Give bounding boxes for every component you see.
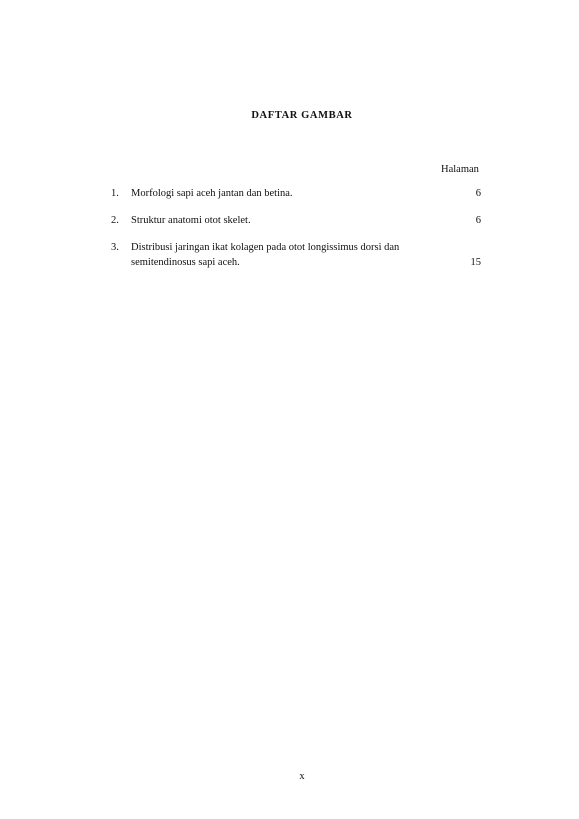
figure-page-number: 6 [475,188,481,199]
figure-caption: Distribusi jaringan ikat kolagen pada otot longissimus dorsi dan semitendinosus sapi aceh. [131,242,400,268]
figure-caption: Morfologi sapi aceh jantan dan betina. [131,188,293,199]
page-number: x [299,771,305,782]
figure-number: 2. [111,215,119,226]
figure-number: 3. [111,242,119,253]
figure-page-number: 6 [475,215,481,226]
figure-caption: Struktur anatomi otot skelet. [131,215,251,226]
figure-page-number: 15 [470,257,481,268]
page-column-header: Halaman [441,164,479,175]
page-title: DAFTAR GAMBAR [251,110,353,121]
figure-number: 1. [111,188,119,199]
